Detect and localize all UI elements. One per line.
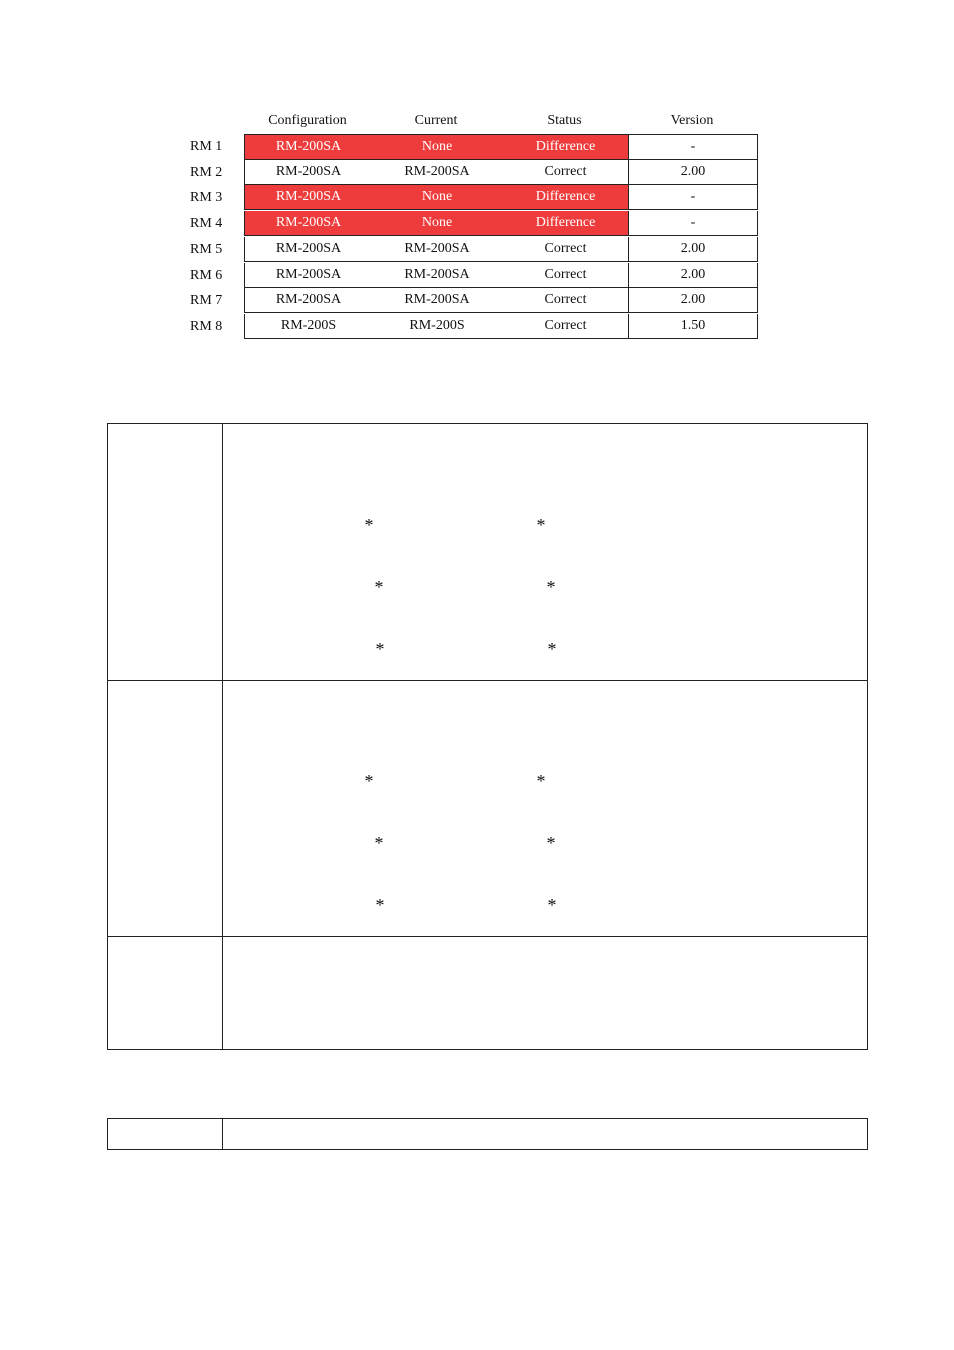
rm-current-cell: RM-200SA — [404, 164, 470, 179]
rm-configuration-cell: RM-200SA — [275, 292, 342, 307]
header-configuration: Configuration — [268, 113, 347, 128]
rm-row — [244, 288, 628, 313]
rm-status-cell: Difference — [535, 215, 596, 230]
rm-row — [244, 314, 628, 339]
rm-row-label: RM 2 — [190, 165, 223, 180]
rm-current-cell: RM-200SA — [404, 241, 470, 256]
row-divider — [107, 680, 868, 681]
rm-row-label: RM 5 — [190, 242, 223, 257]
rm-row-label: RM 3 — [190, 190, 223, 205]
column-divider — [222, 1118, 223, 1150]
rm-status-cell: Correct — [544, 318, 587, 333]
rm-version-cell: - — [628, 134, 758, 160]
rm-version-cell: 2.00 — [628, 237, 758, 262]
rm-configuration-cell: RM-200SA — [275, 139, 342, 154]
rm-status-table — [190, 110, 760, 342]
rm-current-cell: RM-200S — [409, 318, 465, 333]
asterisk-mark: * — [375, 639, 385, 659]
rm-configuration-cell: RM-200SA — [275, 215, 342, 230]
rm-row — [244, 211, 628, 236]
asterisk-mark: * — [364, 515, 374, 535]
rm-version-cell: 2.00 — [628, 263, 758, 288]
rm-row — [244, 185, 628, 210]
column-divider — [222, 423, 223, 1050]
rm-version-cell: - — [628, 211, 758, 236]
rm-status-cell: Correct — [544, 267, 587, 282]
rm-version-cell: - — [628, 185, 758, 210]
header-status: Status — [547, 113, 582, 128]
rm-version-cell: 2.00 — [628, 288, 758, 313]
asterisk-mark: * — [547, 895, 557, 915]
rm-status-cell: Correct — [544, 164, 587, 179]
rm-version-cell: 1.50 — [628, 314, 758, 339]
rm-status-cell: Correct — [544, 292, 587, 307]
rm-current-cell: None — [421, 189, 453, 204]
asterisk-mark: * — [536, 771, 546, 791]
asterisk-mark: * — [546, 833, 556, 853]
rm-status-cell: Correct — [544, 241, 587, 256]
rm-current-cell: RM-200SA — [404, 292, 470, 307]
rm-row-label: RM 7 — [190, 293, 223, 308]
rm-configuration-cell: RM-200SA — [275, 241, 342, 256]
rm-configuration-cell: RM-200SA — [275, 189, 342, 204]
asterisk-mark: * — [374, 833, 384, 853]
asterisk-mark: * — [547, 639, 557, 659]
rm-row — [244, 134, 628, 160]
rm-row — [244, 237, 628, 262]
rm-status-cell: Difference — [535, 139, 596, 154]
rm-current-cell: RM-200SA — [404, 267, 470, 282]
rm-version-cell: 2.00 — [628, 160, 758, 185]
rm-configuration-cell: RM-200S — [280, 318, 337, 333]
rm-row — [244, 263, 628, 288]
asterisk-mark: * — [364, 771, 374, 791]
asterisk-mark: * — [546, 577, 556, 597]
rm-row — [244, 160, 628, 185]
asterisk-mark: * — [375, 895, 385, 915]
rm-row-label: RM 8 — [190, 319, 223, 334]
header-current: Current — [414, 113, 458, 128]
asterisk-mark: * — [374, 577, 384, 597]
header-version: Version — [670, 113, 714, 128]
rm-configuration-cell: RM-200SA — [275, 267, 342, 282]
asterisk-mark: * — [536, 515, 546, 535]
rm-row-label: RM 4 — [190, 216, 223, 231]
rm-status-cell: Difference — [535, 189, 596, 204]
rm-current-cell: None — [421, 215, 453, 230]
rm-configuration-cell: RM-200SA — [275, 164, 342, 179]
row-divider — [107, 936, 868, 937]
rm-current-cell: None — [421, 139, 453, 154]
rm-row-label: RM 6 — [190, 268, 223, 283]
rm-row-label: RM 1 — [190, 139, 223, 154]
